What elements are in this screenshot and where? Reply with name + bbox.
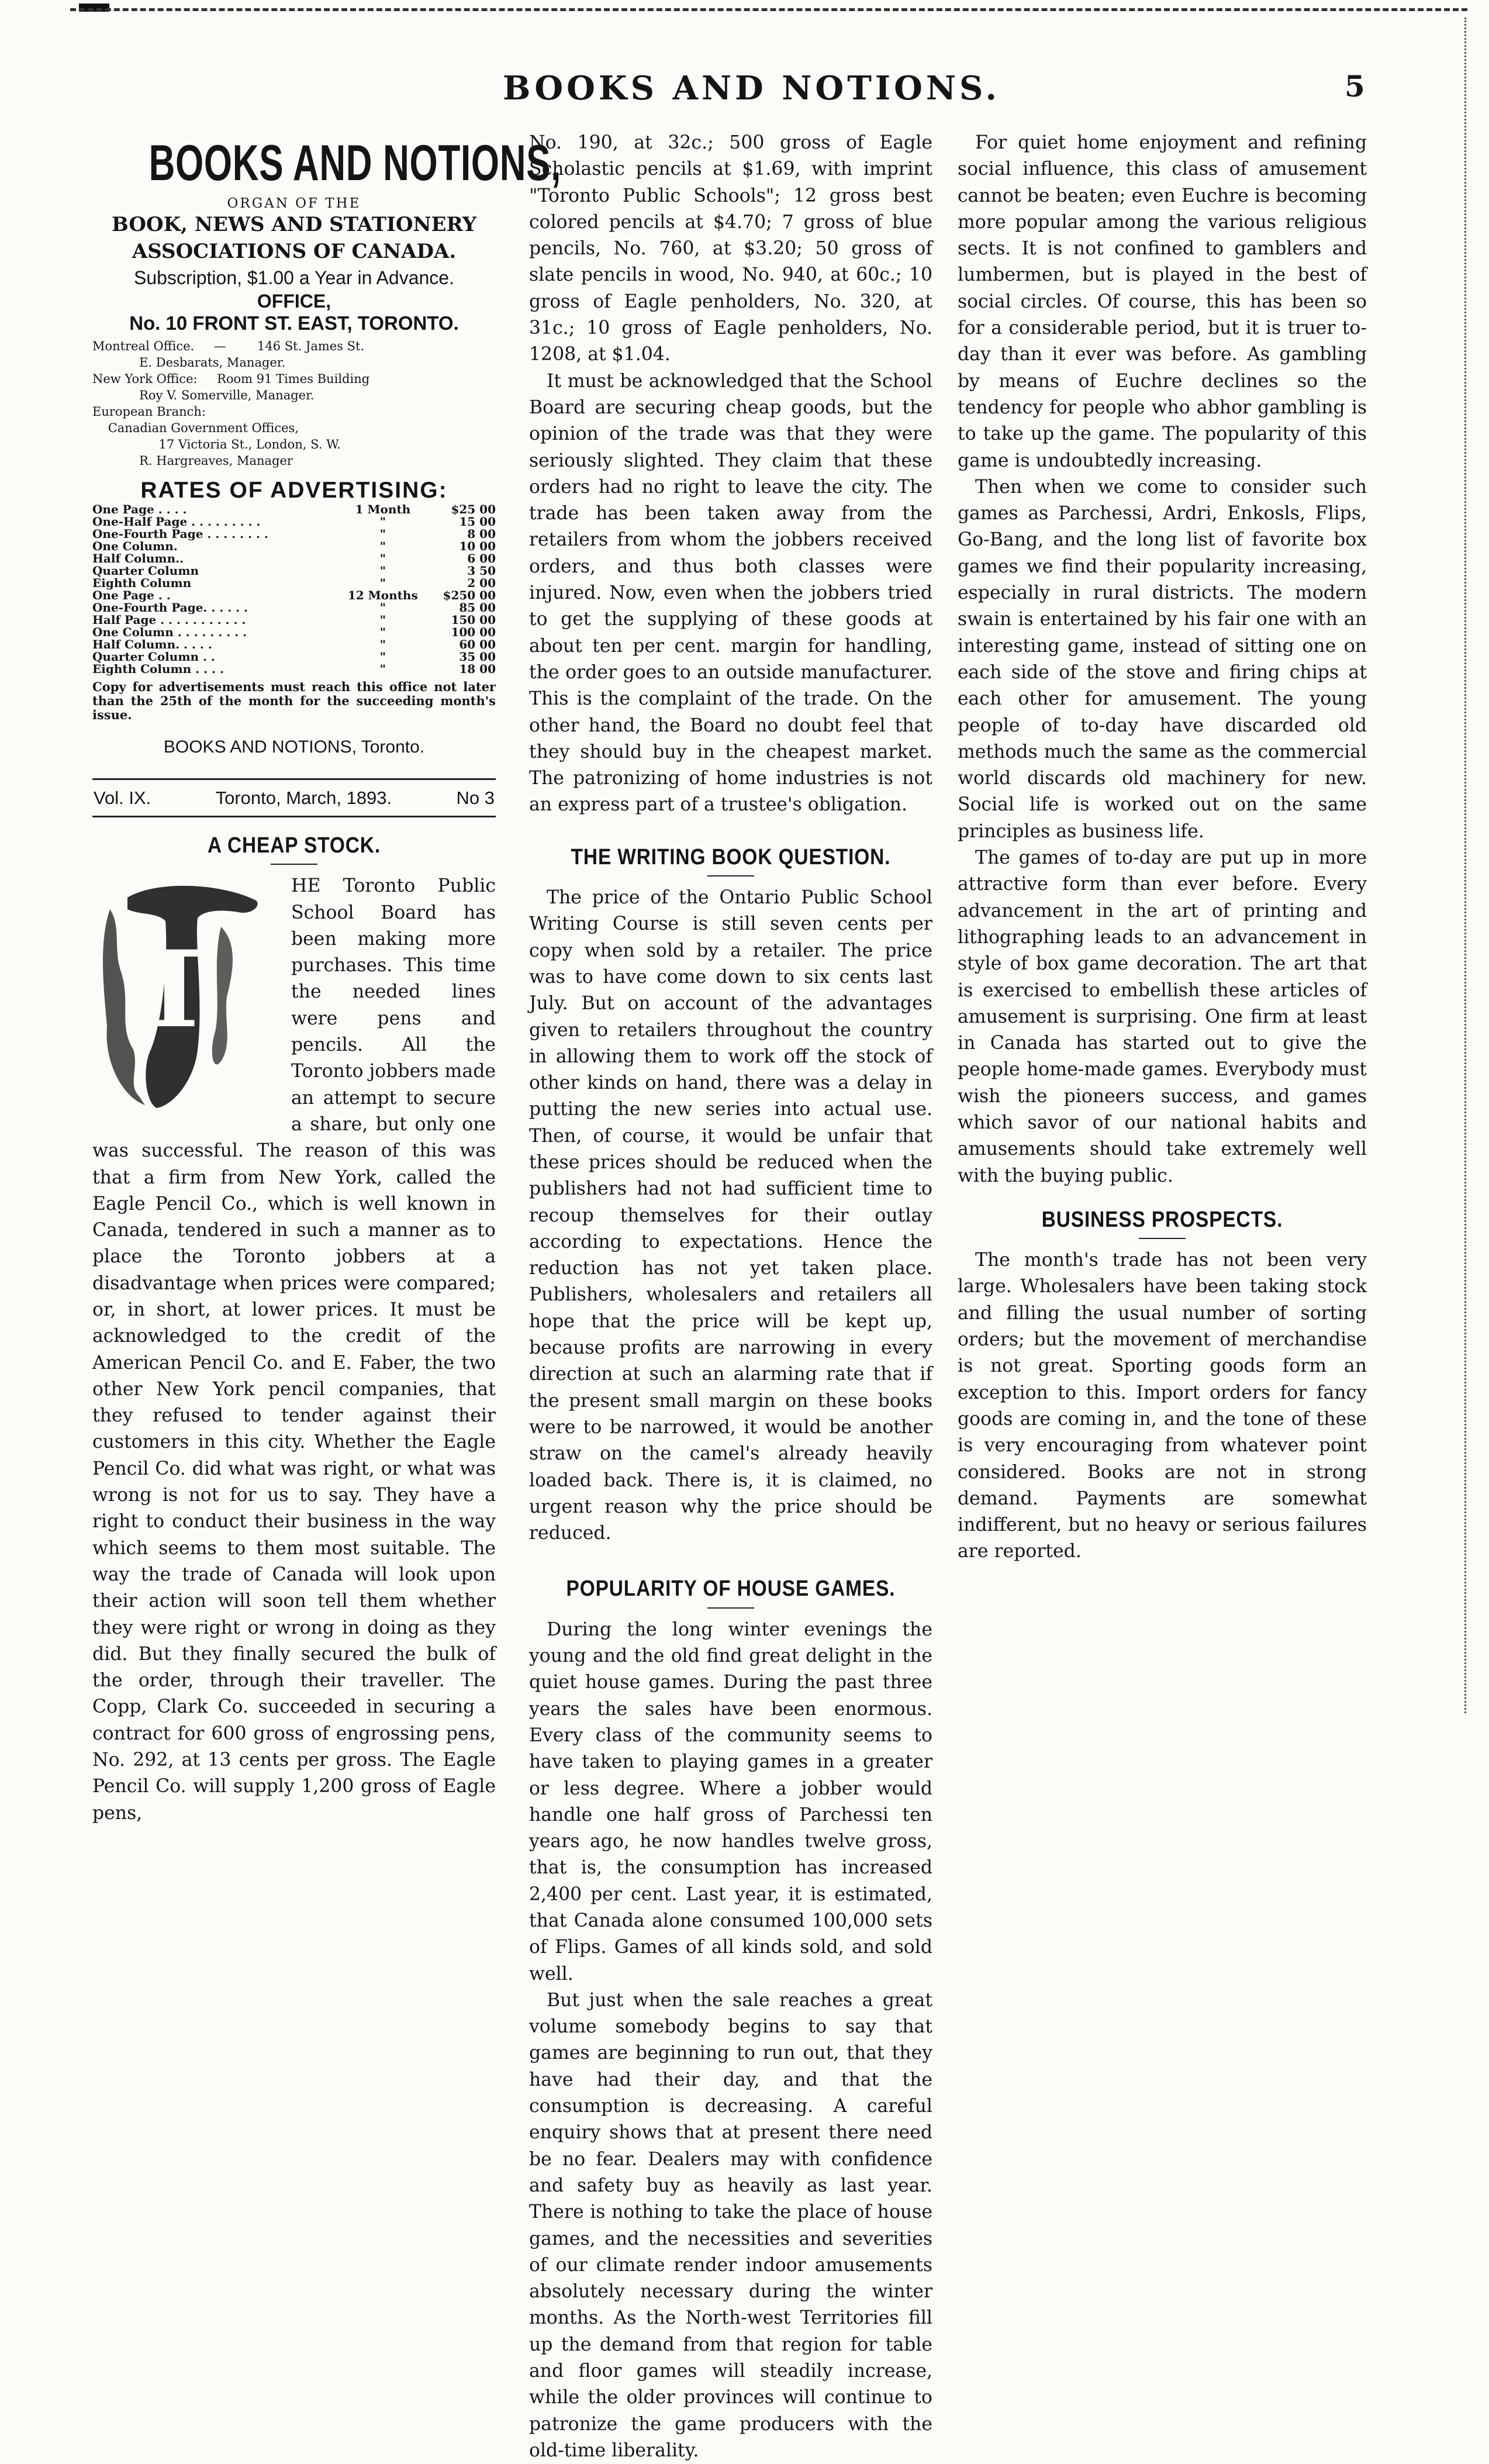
- house-games-paragraph-5: The games of to-day are put up in more attractive form than ever before. Every advancement in the art of printing and lithographing leads to an advancement in style of box game decoration. The art that is exercised to embellish these articles of amusement is surprising. One firm at least in Canada has started out to give the people home-made games. Everybody must wish the pioneers success, and games which savor of our national habits and amusements should take extremely well with the buying public.: [958, 847, 1367, 1186]
- drop-cap-t-illustration: [87, 874, 285, 1114]
- rates-per-cell: 1 Month: [355, 502, 411, 517]
- running-head: [0, 69, 1489, 116]
- rates-per-cell: ": [379, 527, 386, 541]
- branch-line: Montreal Office. — 146 St. James St.: [92, 339, 365, 354]
- cheap-stock-paragraph-1: HE Toronto Public School Board has been making more purchases. This time the needed lines were pens and pencils. All the Toronto jobbers made an attempt to secure a share, but only one was successful. The reason of this was that a firm from New York, called the Eagle Pencil Co., which is well known in Canada, tendered in such a manner as to place the Toronto jobbers at a disadvantage when prices were compared; or, in short, at lower prices. It must be acknowledged to the credit of the American Pencil Co. and E. Faber, the two other New York pencil companies, that they refused to tender against their customers in this city. Whether the Eagle Pencil Co. did what was right, or what was wrong is not for us to say. They have a right to conduct their business in the way which seems to them most suitable. The way the trade of Canada will look upon their action will soon tell them whether they were right or wrong in doing as they did. But they finally secured the bulk of the order, through their traveller. The Copp, Clark Co. succeeded in securing a contract for 600 gross of engrossing pens, No. 292, at 13 cents per gross. The Eagle Pencil Co. will supply 1,200 gross of Eagle pens,: [92, 875, 496, 1824]
- heading-rule: [707, 875, 754, 876]
- rates-price-cell: 85 00: [459, 601, 496, 615]
- rates-row: [92, 651, 496, 663]
- house-games-paragraph-3: For quiet home enjoyment and refining social influence, this class of amusement cannot be beaten; even Euchre is becoming more popular among the various religious sects. It is not confined to gamblers and lumbermen, but is played in the best of social circles. Of course, this has been so for a considerable period, but it is truer to-day than it ever was before. As gambling by means of Euchre declines so the tendency for people who abhor gambling is to take up the game. The popularity of this game is undoubtedly increasing.: [958, 132, 1367, 471]
- rates-price-cell: 3 50: [467, 564, 496, 578]
- heading-rule: [271, 864, 317, 865]
- issue-volume: Vol. IX.: [94, 787, 151, 808]
- rates-space-cell: Half Column. . . . .: [92, 637, 212, 652]
- rates-price-cell: 2 00: [467, 576, 496, 591]
- branch-line: 17 Victoria St., London, S. W.: [92, 437, 341, 452]
- rates-price-cell: 10 00: [459, 539, 496, 554]
- rates-per-cell: ": [379, 637, 386, 652]
- rates-heading: RATES OF ADVERTISING:: [140, 478, 448, 503]
- issue-line: [92, 778, 496, 817]
- running-head-title: BOOKS AND NOTIONS.: [503, 69, 1000, 108]
- rates-price-cell: $250 00: [443, 588, 496, 603]
- page-number: 5: [1345, 69, 1365, 103]
- rates-space-cell: One Column.: [92, 539, 178, 554]
- rates-row: [92, 528, 496, 540]
- house-games-paragraph-4: Then when we come to consider such games as Parchessi, Ardri, Enkosls, Flips, Go-Bang, and the long list of favorite box games we find their popularity increasing, especially in rural districts. The modern swain is entertained by his fair one with an interesting game, instead of sitting one on each side of the stove and firing chips at each other for amusement. The young people of to-day have discarded old methods much the same as the commercial world discards old machinery for new. Social life is worked out on the same principles as business life.: [958, 476, 1367, 842]
- rates-per-cell: ": [379, 515, 386, 529]
- branch-line: New York Office: Room 91 Times Building: [92, 372, 370, 386]
- rates-price-cell: 35 00: [459, 650, 496, 664]
- rates-row: [92, 577, 496, 589]
- rates-per-cell: 12 Months: [347, 588, 418, 603]
- issue-date: Toronto, March, 1893.: [215, 787, 392, 808]
- heading-rule: [1139, 1238, 1186, 1239]
- column-3: [958, 130, 1367, 1565]
- business-prospects-paragraph-1: The month's trade has not been very large. Wholesalers have been taking stock and filling the usual number of sorting orders; but the movement of merchandise is not great. Sporting goods form an exception to this. Import orders for fancy goods are coming in, and the tone of these is very encouraging from whatever point considered. Books are not in strong demand. Payments are somewhat indifferent, but no heavy or serious failures are reported.: [958, 1250, 1367, 1562]
- rates-row: [92, 565, 496, 577]
- masthead-association-1: BOOK, NEWS AND STATIONERY: [112, 213, 476, 237]
- masthead: [92, 134, 562, 334]
- rates-space-cell: Quarter Column: [92, 564, 199, 578]
- branch-offices: [92, 338, 496, 469]
- business-prospects-heading: BUSINESS PROSPECTS.: [1041, 1207, 1283, 1232]
- branch-line: R. Hargreaves, Manager: [92, 454, 293, 468]
- rates-space-cell: One Column . . . . . . . . .: [92, 625, 247, 640]
- rates-space-cell: Eighth Column . . . .: [92, 662, 224, 677]
- masthead-subscription: Subscription, $1.00 a Year in Advance.: [134, 267, 454, 289]
- rates-price-cell: 8 00: [467, 527, 496, 541]
- rates-row: [92, 516, 496, 528]
- cheap-stock-paragraph-2: It must be acknowledged that the School Board are securing cheap goods, but the opinion of the trade was that they were seriously slighted. They claim that these orders had no right to leave the city. The trade has been taken away from the retailers from whom the jobbers received orders, and thus both classes were injured. Now, even when the jobbers tried to get the supplying of these goods at about ten per cent. margin for handling, the order goes to an outside manufacturer. This is the complaint of the trade. On the other hand, the Board no doubt feel that they should buy in the cheapest market. The patronizing of home industries is not an express part of a trustee's obligation.: [529, 370, 932, 816]
- cheap-stock-paragraph-1-continued: No. 190, at 32c.; 500 gross of Eagle Scholastic pencils at $1.69, with imprint "Toronto Public Schools"; 12 gross best colored pencils at $4.70; 7 gross of blue pencils, No. 760, at $3.20; 50 gross of slate pencils in wood, No. 940, at 60c.; 10 gross of Eagle penholders, No. 320, at 31c.; 10 gross of Eagle penholders, No. 1208, at $1.04.: [529, 132, 932, 365]
- rates-price-cell: 100 00: [451, 625, 496, 640]
- house-games-heading: POPULARITY OF HOUSE GAMES.: [566, 1576, 896, 1602]
- rates-row: [92, 614, 496, 626]
- rates-per-cell: ": [379, 564, 386, 578]
- house-games-paragraph-1: During the long winter evenings the young and the old find great delight in the quiet house games. During the past three years the sales have been enormous. Every class of the community seems to have taken to playing games in a greater or less degree. Where a jobber would handle one half gross of Parchessi ten years ago, he now handles twelve gross, that is, the consumption has increased 2,400 per cent. Last year, it is estimated, that Canada alone consumed 100,000 sets of Flips. Games of all kinds sold, and sold well.: [529, 1618, 932, 1985]
- drop-cap-letter: T: [135, 928, 213, 1052]
- rates-row: [92, 540, 496, 553]
- column-1: [92, 130, 562, 1827]
- page-edge-scan-artifact: [1464, 18, 1470, 1713]
- rates-space-cell: One-Fourth Page . . . . . . . .: [92, 527, 268, 541]
- rates-price-cell: 18 00: [459, 662, 496, 677]
- rates-price-cell: 60 00: [459, 637, 496, 652]
- rates-body: [92, 503, 496, 675]
- issue-number: No 3: [456, 787, 495, 808]
- writing-book-heading: THE WRITING BOOK QUESTION.: [571, 844, 891, 869]
- rates-row: [92, 602, 496, 614]
- house-games-paragraph-2: But just when the sale reaches a great volume somebody begins to say that games are beginning to run out, that they have had their day, and that the consumption is decreasing. A careful enquiry shows that at present there need be no fear. Dealers may with confidence and safety buy as heavily as last year. There is nothing to take the place of house games, and the necessities and severities of our climate render indoor amusements absolutely necessary during the winter months. As the North-west Territories fill up the demand from that region for table and floor games will steadily increase, while the older provinces will continue to patronize the game producers with the old-time liberality.: [529, 1989, 932, 2461]
- heading-rule: [707, 1607, 754, 1609]
- rates-per-cell: ": [379, 539, 386, 554]
- rates-per-cell: ": [379, 613, 386, 627]
- rates-row: [92, 663, 496, 675]
- rates-space-cell: Eighth Column: [92, 576, 192, 591]
- rates-space-cell: One Page . . . .: [92, 502, 187, 517]
- branch-line: Roy V. Somerville, Manager.: [92, 388, 315, 403]
- rates-space-cell: One-Half Page . . . . . . . . .: [92, 515, 261, 529]
- masthead-association-2: ASSOCIATIONS OF CANADA.: [132, 240, 457, 264]
- rates-per-cell: ": [379, 662, 386, 677]
- rates-row: [92, 639, 496, 651]
- column-2: [529, 130, 932, 2464]
- rates-per-cell: ": [379, 551, 386, 566]
- rates-price-cell: $25 00: [451, 502, 496, 517]
- masthead-office-label: OFFICE,: [257, 291, 331, 312]
- rates-row: [92, 503, 496, 516]
- branch-line: European Branch:: [92, 405, 206, 419]
- rates-row: [92, 589, 496, 602]
- top-dashed-rule: [70, 8, 1467, 11]
- rates-space-cell: Half Column..: [92, 551, 184, 566]
- rates-per-cell: ": [379, 650, 386, 664]
- rates-row: [92, 626, 496, 639]
- branch-line: Canadian Government Offices,: [92, 421, 299, 436]
- cheap-stock-heading: A CHEAP STOCK.: [207, 833, 381, 858]
- rates-space-cell: Half Page . . . . . . . . . . .: [92, 613, 246, 627]
- rates-price-cell: 6 00: [467, 551, 496, 566]
- masthead-address: No. 10 FRONT ST. EAST, TORONTO.: [129, 312, 459, 334]
- rates-per-cell: ": [379, 625, 386, 640]
- rates-table: [92, 503, 496, 675]
- rates-signature: BOOKS AND NOTIONS, Toronto.: [163, 737, 425, 757]
- masthead-title: BOOKS AND NOTIONS,: [148, 135, 562, 191]
- rates-space-cell: One-Fourth Page. . . . . .: [92, 601, 248, 615]
- rates-per-cell: ": [379, 601, 386, 615]
- rates-row: [92, 553, 496, 565]
- ornamental-drop-cap: [87, 874, 285, 1114]
- copy-note: Copy for advertisements must reach this office not later than the 25th of the month for the succeeding month's issue.: [92, 679, 496, 723]
- rates-space-cell: One Page . .: [92, 588, 171, 603]
- rates-price-cell: 150 00: [451, 613, 496, 627]
- rates-price-cell: 15 00: [459, 515, 496, 529]
- branch-line: E. Desbarats, Manager.: [92, 356, 286, 370]
- rates-space-cell: Quarter Column . .: [92, 650, 215, 664]
- masthead-organ: ORGAN OF THE: [227, 195, 361, 211]
- writing-book-paragraph-1: The price of the Ontario Public School Writing Course is still seven cents per copy when sold by a retailer. The price was to have come down to six cents last July. But on account of the advantages given to retailers throughout the country in allowing them to work off the stock of other kinds on hand, there was a delay in putting the new series into actual use. Then, of course, it would be unfair that these prices should be reduced when the publishers had not had sufficient time to recoup themselves for their outlay according to expectations. Hence the reduction has not yet taken place. Publishers, wholesalers and retailers all hope that the price will be kept up, because profits are narrowing in every direction at such an alarming rate that if the present small margin on these books were to be narrowed, it would be another straw on the camel's already heavily loaded back. There is, it is claimed, no urgent reason why the price should be reduced.: [529, 887, 932, 1544]
- rates-per-cell: ": [379, 576, 386, 591]
